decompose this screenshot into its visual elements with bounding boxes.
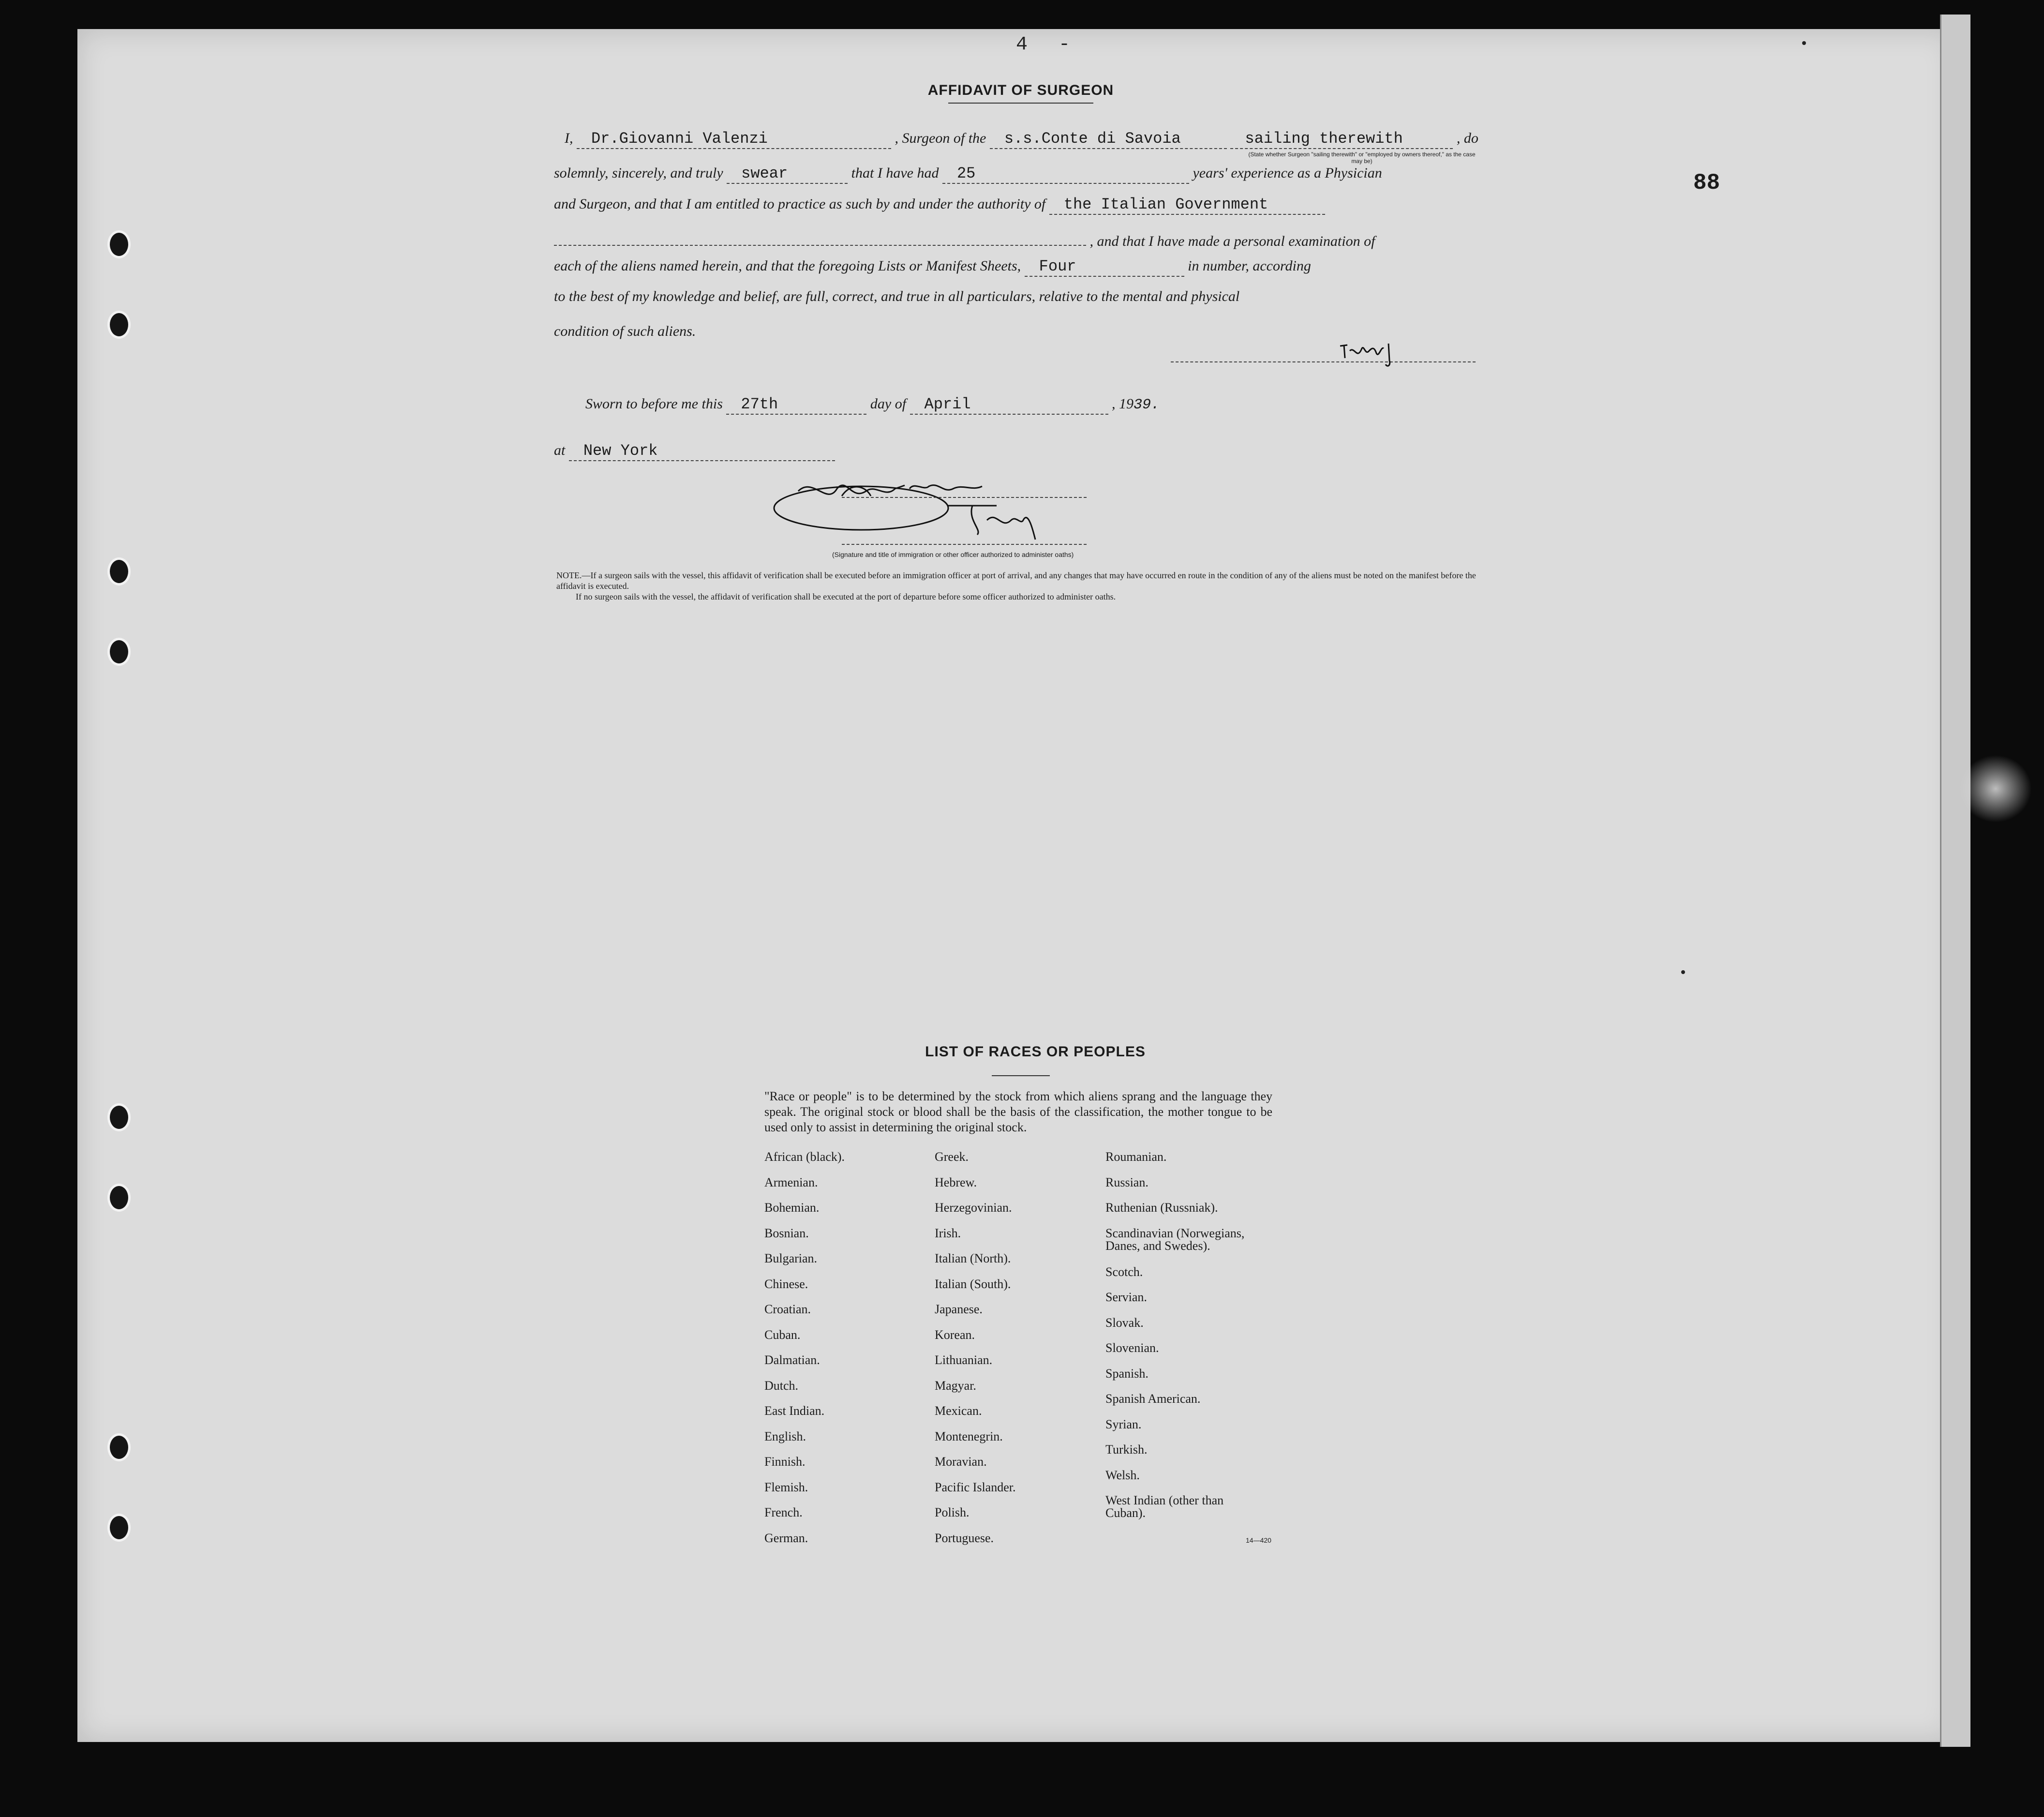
surgeon-signature-line	[1171, 360, 1476, 362]
race-item: Turkish.	[1105, 1442, 1148, 1457]
line2-mid: that I have had	[851, 165, 939, 181]
race-item: Pacific Islander.	[935, 1480, 1016, 1494]
race-item: French.	[764, 1505, 803, 1519]
race-item: Dalmatian.	[764, 1353, 820, 1367]
race-item: Bulgarian.	[764, 1251, 818, 1265]
affidavit-line-7: condition of such aliens.	[554, 323, 696, 339]
races-title-rule	[992, 1075, 1050, 1076]
race-item: Portuguese.	[935, 1531, 994, 1545]
month-field: April	[910, 395, 1108, 415]
surgeon-name-field: Dr.Giovanni Valenzi	[577, 130, 891, 149]
race-item: Slovenian.	[1105, 1341, 1159, 1355]
line1-suffix: , do	[1456, 130, 1478, 146]
punch-hole	[107, 1103, 131, 1131]
race-item: Greek.	[935, 1150, 969, 1164]
authority-field: the Italian Government	[1049, 195, 1325, 215]
stray-mark	[1681, 970, 1685, 974]
race-item: Scandinavian (Norwegians, Danes, and Swedes).	[1105, 1226, 1245, 1253]
race-item: Roumanian.	[1105, 1150, 1167, 1164]
sheets-field: Four	[1025, 257, 1184, 277]
authority-continued-field	[554, 226, 1086, 246]
officer-signature	[769, 462, 1089, 554]
race-item: Irish.	[935, 1226, 961, 1240]
year-field: 39.	[1134, 397, 1160, 413]
page-number: 88	[1693, 170, 1720, 195]
race-item: German.	[764, 1531, 808, 1545]
race-item: Montenegrin.	[935, 1429, 1003, 1443]
race-item: Servian.	[1105, 1290, 1147, 1304]
oath-field: swear	[727, 165, 848, 184]
punch-hole	[107, 311, 131, 339]
line2-suffix: years' experience as a Physician	[1193, 165, 1382, 181]
race-item: Herzegovinian.	[935, 1201, 1012, 1215]
line2-prefix: solemnly, sincerely, and truly	[554, 165, 723, 181]
race-item: Slovak.	[1105, 1315, 1144, 1330]
race-item: Cuban.	[764, 1327, 801, 1342]
affidavit-line-2	[554, 165, 1478, 192]
sailing-status-note: (State whether Surgeon "sailing therewith" or "employed by owners thereof," as the case may be)	[1248, 151, 1476, 165]
race-item: Japanese.	[935, 1302, 983, 1316]
line1-prefix: I,	[565, 130, 573, 146]
affidavit-line-3	[554, 195, 1478, 223]
races-intro: "Race or people" is to be determined by the stock from which aliens sprang and the language they speak. The original stock or blood shall be the basis of the classification, the mother tongue to be used only to assist in determining the original stock.	[764, 1089, 1272, 1134]
affidavit-line-6: to the best of my knowledge and belief, are full, correct, and true in all particulars, relative to the mental and physical	[554, 288, 1240, 304]
race-item: Hebrew.	[935, 1175, 977, 1189]
surgeon-signature	[1335, 331, 1422, 370]
punch-hole	[107, 557, 131, 586]
race-item: Welsh.	[1105, 1468, 1140, 1482]
race-item: Korean.	[935, 1327, 975, 1342]
day-field: 27th	[726, 395, 866, 415]
vessel-field: s.s.Conte di Savoia	[990, 130, 1227, 149]
race-item: Spanish American.	[1105, 1392, 1201, 1406]
race-item: Chinese.	[764, 1276, 808, 1291]
race-item: Italian (South).	[935, 1276, 1011, 1291]
races-column-2	[935, 1151, 1104, 1557]
race-item: Syrian.	[1105, 1417, 1142, 1431]
race-item: Magyar.	[935, 1378, 976, 1393]
race-item: Bosnian.	[764, 1226, 809, 1240]
race-item: Croatian.	[764, 1302, 811, 1316]
race-item: Mexican.	[935, 1404, 982, 1418]
races-title: LIST OF RACES OR PEOPLES	[925, 1044, 1146, 1060]
sworn-mid-2: , 19	[1112, 396, 1134, 412]
top-marks: 4 -	[1016, 34, 1080, 56]
affidavit-line-5	[554, 257, 1478, 285]
form-code: 14—420	[1246, 1536, 1271, 1544]
punch-hole	[107, 1433, 131, 1461]
note-1: NOTE.—If a surgeon sails with the vessel, this affidavit of verification shall be executed before an immigration officer at port of arrival, and any changes that may have occurred en route in the condition of any of the aliens must be noted on the manifest before the affidavit is executed.	[556, 571, 1476, 591]
stray-mark	[1802, 41, 1806, 45]
race-item: Dutch.	[764, 1378, 799, 1393]
races-column-3	[1105, 1151, 1280, 1520]
years-field: 25	[942, 165, 1189, 184]
scan-smudge	[1959, 755, 2032, 823]
line5-suffix: in number, according	[1188, 258, 1311, 274]
note-2: If no surgeon sails with the vessel, the affidavit of verification shall be executed at the port of departure before some officer authorized to administer oaths.	[576, 592, 1116, 601]
officer-caption: (Signature and title of immigration or other officer authorized to administer oaths)	[832, 551, 1074, 558]
race-item: African (black).	[764, 1150, 845, 1164]
race-item: Spanish.	[1105, 1366, 1149, 1381]
race-item: Italian (North).	[935, 1251, 1011, 1265]
races-column-1	[764, 1151, 934, 1557]
affidavit-line-4	[554, 226, 1478, 254]
race-item: Moravian.	[935, 1455, 987, 1469]
races-list	[764, 1151, 1297, 1547]
sworn-mid-1: day of	[870, 396, 907, 412]
line1-mid: , Surgeon of the	[895, 130, 986, 146]
punch-hole	[107, 1514, 131, 1542]
sailing-status-field: sailing therewith	[1230, 130, 1453, 149]
sworn-line	[585, 395, 1509, 422]
punch-hole	[107, 638, 131, 666]
race-item: Lithuanian.	[935, 1353, 993, 1367]
race-item: Flemish.	[764, 1480, 808, 1494]
race-item: West Indian (other than Cuban).	[1105, 1493, 1224, 1520]
race-item: Russian.	[1105, 1175, 1149, 1189]
race-item: Armenian.	[764, 1175, 818, 1189]
place-prefix: at	[554, 442, 566, 458]
race-item: East Indian.	[764, 1404, 825, 1418]
race-item: English.	[764, 1429, 806, 1443]
race-item: Ruthenian (Russniak).	[1105, 1201, 1218, 1215]
race-item: Finnish.	[764, 1455, 806, 1469]
punch-hole	[107, 230, 131, 258]
line5-prefix: each of the aliens named herein, and that the foregoing Lists or Manifest Sheets,	[554, 258, 1021, 274]
sworn-prefix: Sworn to before me this	[585, 396, 723, 412]
affidavit-note	[556, 570, 1478, 602]
title-rule	[948, 103, 1093, 104]
line4-suffix: , and that I have made a personal examination of	[1089, 233, 1375, 249]
affidavit-title: AFFIDAVIT OF SURGEON	[927, 82, 1114, 98]
race-item: Polish.	[935, 1505, 970, 1519]
race-item: Scotch.	[1105, 1264, 1143, 1279]
page-edge	[1940, 15, 1970, 1747]
place-field: New York	[569, 442, 835, 461]
race-item: Bohemian.	[764, 1201, 820, 1215]
line3-prefix: and Surgeon, and that I am entitled to practice as such by and under the authority of	[554, 196, 1046, 212]
punch-hole	[107, 1184, 131, 1212]
